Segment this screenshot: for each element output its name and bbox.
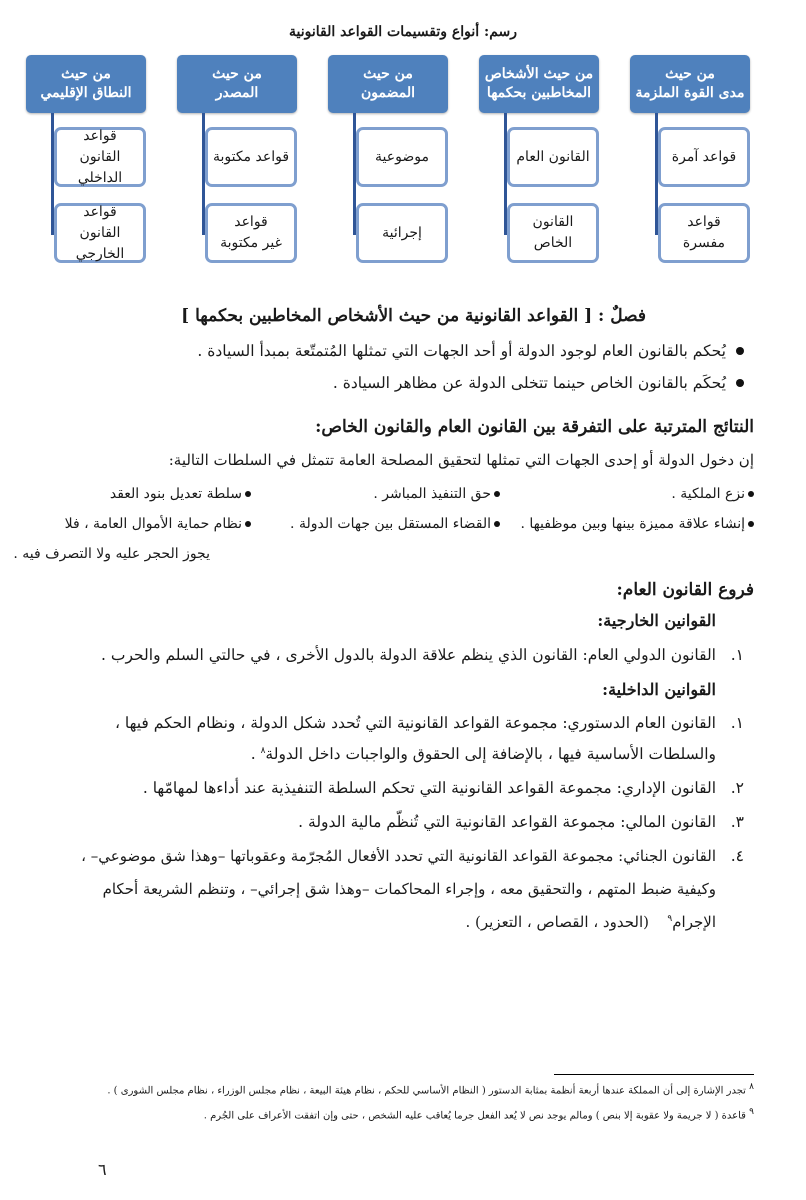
diagram-head — [630, 55, 750, 113]
bullet-text: يُحكم بالقانون العام لوجود الدولة أو أحد الجهات التي تمثلها المُتمتّعة بمبدأ السيادة . — [197, 342, 726, 360]
power-text: نزع الملكية . — [671, 486, 745, 502]
list-text: القانون الجنائي: مجموعة القواعد القانونية التي تحدد الأفعال المُجرّمة وعقوباتها –وهذا شق موضوعي– ، — [81, 847, 716, 865]
child-line: إجرائية — [382, 224, 422, 241]
child-line: القانون العام — [516, 148, 590, 165]
footnote-mark: ٩ — [749, 1107, 754, 1117]
power-text: إنشاء علاقة مميزة بينها وبين موظفيها . — [520, 516, 745, 532]
child-line: القانون الخاص — [532, 214, 574, 251]
list-text: . — [250, 745, 261, 763]
section-heading: فصلٌ : [ القواعد القانونية من حيث الأشخاص المخاطبين بحكمها ] — [181, 306, 646, 326]
head-line: المضمون — [361, 85, 415, 101]
power-item — [671, 486, 754, 502]
diagram-child — [356, 203, 448, 263]
diagram-child — [54, 203, 146, 263]
list-text: والسلطات الأساسية فيها ، بالإضافة إلى الحقوق والواجبات داخل الدولة — [265, 745, 716, 763]
diagram-child — [658, 127, 750, 187]
bullet-dot — [748, 491, 754, 497]
head-line: من حيث — [665, 66, 715, 83]
diagram-child — [658, 203, 750, 263]
bullet-dot — [494, 521, 500, 527]
diagram-column — [177, 55, 297, 251]
results-intro: إن دخول الدولة أو إحدى الجهات التي تمثلها لتحقيق المصلحة العامة تتمثل في السلطات التالية: — [168, 451, 754, 469]
diagram-head — [26, 55, 146, 113]
child-line: قواعد مكتوبة — [212, 148, 290, 165]
bullet-text: يُحكَم بالقانون الخاص حينما تتخلى الدولة عن مظاهر السيادة . — [332, 374, 726, 392]
diagram-title: رسم: أنواع وتقسيمات القواعد القانونية — [288, 24, 518, 40]
power-item — [520, 516, 754, 532]
diagram-child — [54, 127, 146, 187]
child-line: قواعد — [83, 127, 117, 144]
footnote-text: تجدر الإشارة إلى أن المملكة عندها أربعة أنظمة بمثابة الدستور ( النظام الأساسي للحكم ، نظام هيئة البيعة ، نظام مجلس الوزراء ، نظام مجلس الشورى ) . — [107, 1085, 746, 1097]
diagram-head — [328, 55, 448, 113]
bullet-dot — [748, 521, 754, 527]
head-line: المصدر — [215, 85, 259, 101]
list-text: وكيفية ضبط المتهم ، والتحقيق معه ، وإجراء المحاكمات –وهذا شق إجرائي– ، وتنظم الشريعة أحكام — [102, 880, 716, 898]
bullet-item — [197, 342, 744, 360]
footnote — [107, 1082, 754, 1096]
power-text: سلطة تعديل بنود العقد — [109, 486, 242, 502]
results-heading: النتائج المترتبة على التفرقة بين القانون العام والقانون الخاص: — [315, 417, 754, 437]
power-item-continuation: يجوز الحجر عليه ولا التصرف فيه . — [13, 546, 210, 562]
child-line: قواعد — [234, 214, 268, 230]
list-text: الإجرام — [672, 913, 716, 931]
child-line: غير مكتوبة — [220, 235, 282, 251]
head-line: من حيث — [61, 66, 111, 83]
diagram-child — [205, 203, 297, 263]
list-text: القانون المالي: مجموعة القواعد القانونية التي تُنظّم مالية الدولة . — [298, 813, 716, 831]
list-number: ٤. — [730, 847, 744, 865]
head-line: من حيث — [363, 66, 413, 83]
list-text-cont — [251, 745, 716, 763]
list-number: ١. — [730, 714, 744, 732]
footnote-text: قاعدة ( لا جريمة ولا عقوبة إلا بنص ) ومالم يوجد نص لا يُعد الفعل جرما يُعاقب عليه الشخص ، حتى وإن اتفقت الأعراف على الجُرم . — [203, 1110, 746, 1122]
footnote-mark: ٨ — [749, 1082, 754, 1092]
diagram-column — [328, 55, 448, 241]
child-line: موضوعية — [375, 148, 429, 165]
power-text: حق التنفيذ المباشر . — [373, 486, 491, 502]
diagram-child — [205, 127, 297, 187]
list-text: القانون الدولي العام: القانون الذي ينظم علاقة الدولة بالدول الأخرى ، في حالتي السلم والحرب . — [101, 646, 716, 664]
bullet-dot — [245, 521, 251, 527]
child-line: القانون الداخلي — [77, 148, 123, 186]
head-line: من حيث — [212, 66, 262, 83]
power-text: نظام حماية الأموال العامة ، فلا — [64, 516, 242, 532]
diagram-head — [177, 55, 297, 113]
power-text: القضاء المستقل بين جهات الدولة . — [290, 516, 491, 532]
list-text-cont — [667, 913, 716, 931]
external-heading: القوانين الخارجية: — [597, 611, 716, 630]
power-item — [110, 486, 251, 502]
list-number: ١. — [730, 646, 744, 664]
footnote-ref: ٨ — [260, 745, 266, 756]
child-line: قواعد مفسرة — [682, 214, 726, 251]
head-line: المخاطبين بحكمها — [486, 85, 592, 101]
bullet-dot — [736, 379, 744, 387]
bullet-dot — [245, 491, 251, 497]
head-line: النطاق الإقليمي — [40, 85, 132, 101]
list-text-tail: (الحدود ، القصاص ، التعزير) . — [465, 913, 649, 931]
diagram-child — [507, 127, 599, 187]
power-item — [65, 516, 251, 532]
footnote-divider — [554, 1074, 754, 1075]
diagram-column — [26, 55, 146, 262]
footnote-ref: ٩ — [667, 914, 673, 924]
diagram-column — [479, 55, 599, 251]
list-text — [466, 913, 649, 931]
footnote — [204, 1107, 754, 1121]
list-number: ٣. — [730, 813, 744, 831]
page-number: ٦ — [98, 1160, 107, 1179]
list-number: ٢. — [730, 779, 744, 797]
child-line: قواعد آمرة — [671, 148, 737, 165]
diagram-head — [479, 55, 599, 113]
branches-heading: فروع القانون العام: — [616, 580, 754, 600]
child-line: قواعد — [83, 203, 117, 220]
diagram-child — [356, 127, 448, 187]
diagram-column — [630, 55, 750, 251]
head-line: من حيث الأشخاص — [484, 66, 594, 83]
list-text: القانون العام الدستوري: مجموعة القواعد القانونية التي تُحدد شكل الدولة ، ونظام الحكم فيها ، — [114, 714, 716, 732]
bullet-item — [333, 374, 744, 392]
bullet-dot — [494, 491, 500, 497]
internal-heading: القوانين الداخلية: — [602, 680, 716, 699]
power-item — [373, 486, 500, 502]
head-line: مدى القوة الملزمة — [635, 85, 745, 101]
diagram-child — [507, 203, 599, 263]
child-line: القانون الخارجي — [75, 224, 125, 262]
bullet-dot — [736, 347, 744, 355]
list-text: القانون الإداري: مجموعة القواعد القانونية التي تحكم السلطة التنفيذية عند أداءها لمهامّها . — [142, 779, 716, 797]
power-item — [290, 516, 500, 532]
